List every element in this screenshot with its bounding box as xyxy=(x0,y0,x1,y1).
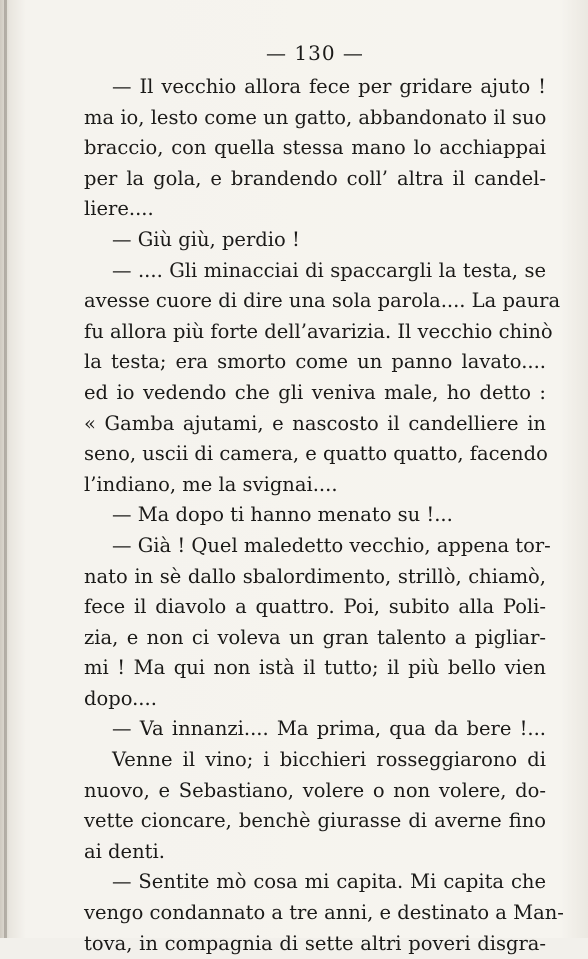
text-line: tova, in compagnia di sette altri poveri disgra- xyxy=(84,931,546,955)
text-line: mi ! Ma qui non istà il tutto; il più bello vien xyxy=(84,656,546,680)
text-line: la testa; era smorto come un panno lavato.... xyxy=(84,350,546,374)
text-line: ma io, lesto come un gatto, abbandonato il suo xyxy=(84,105,547,129)
text-line: ed io vedendo che gli veniva male, ho detto : xyxy=(84,380,546,404)
text-line: — Va innanzi.... Ma prima, qua da bere !... xyxy=(112,717,546,741)
text-line: zia, e non ci voleva un gran talento a pigliar- xyxy=(84,625,546,649)
text-line: avesse cuore di dire una sola parola.... La paura xyxy=(84,289,561,313)
text-line: braccio, con quella stessa mano lo acchiappai xyxy=(84,136,546,160)
text-line: per la gola, e brandendo coll’ altra il candel- xyxy=(84,166,546,190)
text-line: — Ma dopo ti hanno menato su !... xyxy=(112,503,453,527)
text-line: liere.... xyxy=(84,197,154,221)
text-line: vengo condannato a tre anni, e destinato a Man- xyxy=(84,901,564,925)
text-lines xyxy=(84,72,564,959)
text-line: l’indiano, me la svignai.... xyxy=(84,472,338,496)
text-line: « Gamba ajutami, e nascosto il candelliere in xyxy=(84,411,546,435)
text-line: ai denti. xyxy=(84,839,165,863)
text-line: seno, uscii di camera, e quatto quatto, facendo xyxy=(84,442,548,466)
text-line: vette cioncare, benchè giurasse di averne fino xyxy=(84,809,546,833)
text-line: — Il vecchio allora fece per gridare ajuto ! xyxy=(112,75,546,98)
text-line: nuovo, e Sebastiano, volere o non volere, do- xyxy=(84,778,546,802)
text-line: fece il diavolo a quattro. Poi, subito alla Poli- xyxy=(84,595,546,619)
text-line: dopo.... xyxy=(84,686,157,710)
text-line: — .... Gli minacciai di spaccargli la testa, se xyxy=(112,258,546,282)
text-line: Venne il vino; i bicchieri rosseggiarono di xyxy=(112,748,546,772)
text-line: — Già ! Quel maledetto vecchio, appena tor- xyxy=(112,533,551,557)
page-text-block xyxy=(84,34,564,959)
page-number: — 130 — xyxy=(266,41,364,65)
text-line: — Sentite mò cosa mi capita. Mi capita che xyxy=(112,870,546,894)
text-line: nato in sè dallo sbalordimento, strillò, chiamò, xyxy=(84,564,546,588)
page-gutter-shadow xyxy=(4,0,7,938)
text-line: — Giù giù, perdio ! xyxy=(112,227,300,251)
text-line: fu allora più forte dell’avarizia. Il vecchio chinò xyxy=(84,319,553,343)
